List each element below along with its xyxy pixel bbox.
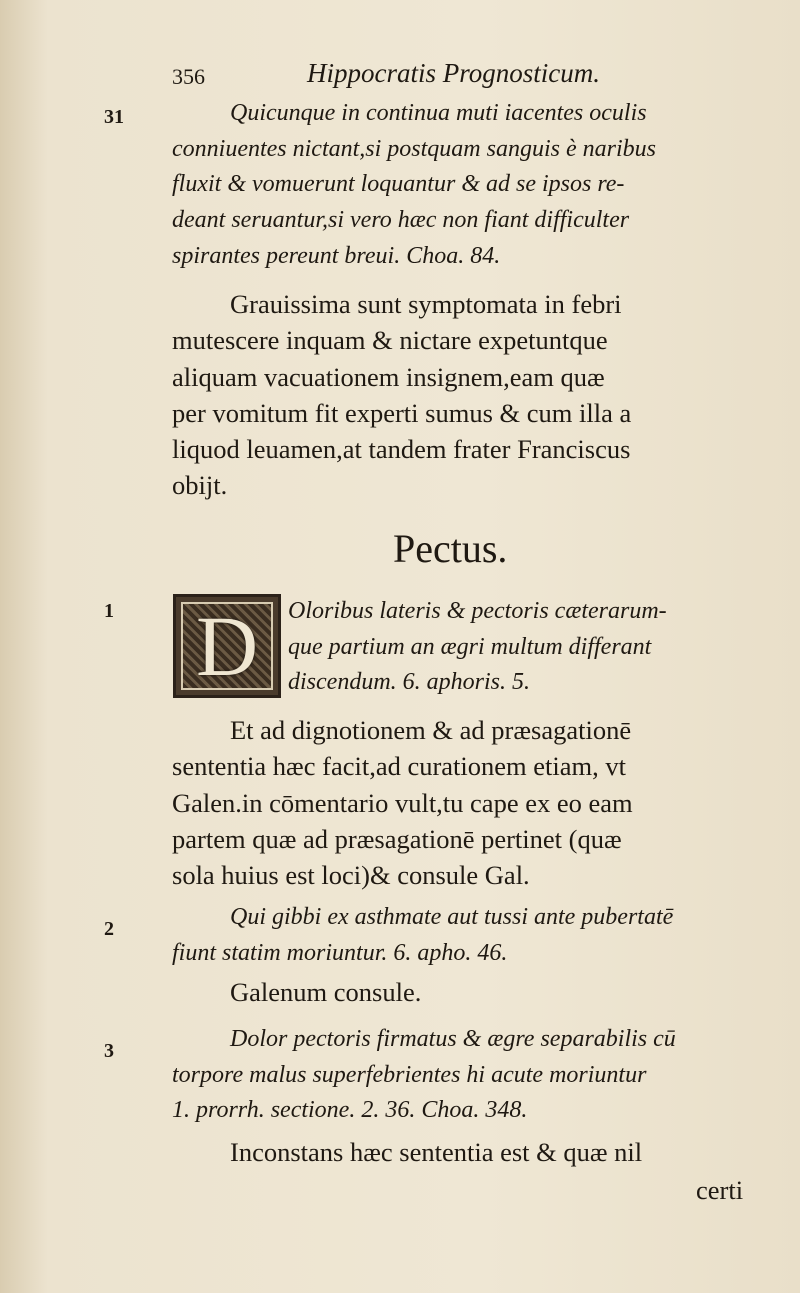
running-title: Hippocratis Prognosticum. — [307, 58, 600, 88]
section-heading: Pectus. — [393, 526, 508, 571]
commentary-line: mutescere inquam & nictare expetuntque — [172, 325, 608, 356]
commentary-line: aliquam vacuationem insignem,eam quæ — [172, 361, 605, 392]
aphorism-line: conniuentes nictant,si postquam sanguis è naribus — [172, 135, 656, 162]
aphorism-line: discendum. 6. aphoris. 5. — [288, 669, 530, 696]
aphorism-block — [172, 96, 772, 275]
commentary-line: Grauissima sunt symptomata in febri — [230, 289, 622, 319]
aphorism-line: fluxit & vomuerunt loquantur & ad se ipsos re- — [172, 171, 625, 198]
margin-number: 2 — [104, 918, 114, 940]
initial-letter: D — [195, 598, 259, 694]
aphorism-line: 1. prorrh. sectione. 2. 36. Choa. 348. — [172, 1097, 528, 1124]
margin-number: 3 — [104, 1040, 114, 1062]
aphorism-line: deant seruantur,si vero hæc non fiant difficulter — [172, 207, 630, 234]
commentary-line: liquod leuamen,at tandem frater Franciscus — [172, 434, 631, 465]
aphorism-line: Quicunque in continua muti iacentes oculis — [230, 100, 647, 126]
catchword: certi — [696, 1175, 744, 1205]
commentary-line: obijt. — [172, 470, 228, 501]
aphorism-line: Oloribus lateris & pectoris cæterarum- — [288, 598, 667, 624]
aphorism-block — [288, 594, 768, 701]
aphorism-line: que partium an ægri multum differant — [288, 633, 652, 660]
aphorism-block — [172, 900, 772, 971]
decorated-initial — [173, 594, 281, 698]
margin-number: 1 — [104, 600, 114, 622]
aphorism-line: Qui gibbi ex asthmate aut tussi ante pubertatē — [230, 904, 674, 930]
page-header — [172, 58, 692, 94]
page-number: 356 — [172, 64, 205, 89]
commentary-line: Galenum consule. — [230, 977, 422, 1007]
margin-number: 31 — [104, 106, 124, 128]
aphorism-line: Dolor pectoris firmatus & ægre separabilis cū — [230, 1026, 676, 1052]
commentary-block — [172, 712, 772, 893]
commentary-line: Galen.in cōmentario vult,tu cape ex eo eam — [172, 787, 633, 818]
commentary-line: sententia hæc facit,ad curationem etiam, vt — [172, 751, 627, 782]
commentary-line: per vomitum fit experti sumus & cum illa a — [172, 397, 632, 428]
aphorism-block — [172, 1022, 772, 1129]
aphorism-line: spirantes pereunt breui. Choa. 84. — [172, 242, 501, 269]
commentary-block — [172, 1134, 772, 1170]
commentary-line: Et ad dignotionem & ad præsagationē — [230, 715, 632, 745]
commentary-block — [172, 974, 772, 1010]
commentary-block — [172, 286, 772, 504]
commentary-line: Inconstans hæc sententia est & quæ nil — [230, 1137, 643, 1167]
commentary-line: partem quæ ad præsagationē pertinet (quæ — [172, 823, 622, 854]
commentary-line: sola huius est loci)& consule Gal. — [172, 860, 530, 891]
aphorism-line: fiunt statim moriuntur. 6. apho. 46. — [172, 939, 508, 966]
aphorism-line: torpore malus superfebrientes hi acute moriuntur — [172, 1061, 647, 1088]
